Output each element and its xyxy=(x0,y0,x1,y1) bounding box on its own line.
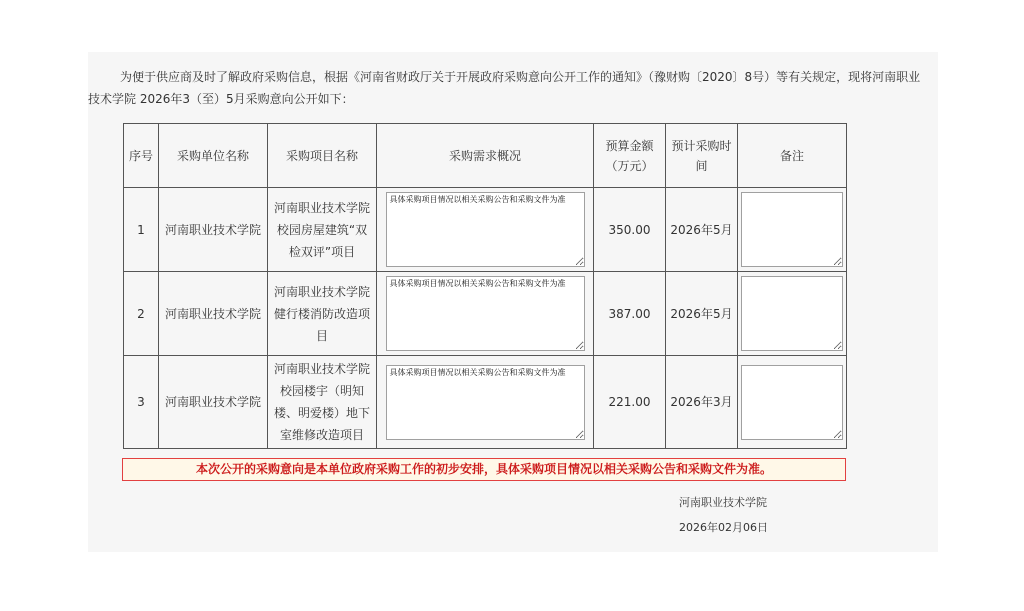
row-budget: 387.00 xyxy=(594,272,666,356)
need-textarea[interactable] xyxy=(386,365,585,440)
signature-date: 2026年02月06日 xyxy=(679,521,768,534)
row-time: 2026年5月 xyxy=(666,272,738,356)
row-unit: 河南职业技术学院 xyxy=(159,356,268,449)
row-time: 2026年5月 xyxy=(666,188,738,272)
procurement-table xyxy=(123,123,847,449)
header-unit: 采购单位名称 xyxy=(159,124,268,188)
row-remark-cell xyxy=(738,272,847,356)
remark-textarea[interactable] xyxy=(741,276,843,351)
header-no: 序号 xyxy=(124,124,159,188)
header-project: 采购项目名称 xyxy=(268,124,377,188)
need-textarea[interactable] xyxy=(386,276,585,351)
header-budget-line2: （万元） xyxy=(605,158,654,173)
row-no: 3 xyxy=(124,356,159,449)
row-budget: 350.00 xyxy=(594,188,666,272)
intro-paragraph: 为便于供应商及时了解政府采购信息，根据《河南省财政厅关于开展政府采购意向公开工作的通知》（豫财购〔2020〕8号）等有关规定，现将河南职业技术学院 2026年3（至）5月采购意向公开如下： xyxy=(88,70,921,106)
row-unit: 河南职业技术学院 xyxy=(159,188,268,272)
table-header-row xyxy=(124,124,847,188)
row-need-cell xyxy=(377,272,594,356)
table-row xyxy=(124,356,847,449)
remark-textarea[interactable] xyxy=(741,365,843,440)
remark-textarea[interactable] xyxy=(741,192,843,267)
row-no: 2 xyxy=(124,272,159,356)
need-textarea[interactable] xyxy=(386,192,585,267)
row-need-cell xyxy=(377,188,594,272)
row-remark-cell xyxy=(738,188,847,272)
notice-warning: 本次公开的采购意向是本单位政府采购工作的初步安排，具体采购项目情况以相关采购公告和采购文件为准。 xyxy=(122,458,846,481)
signature-org: 河南职业技术学院 xyxy=(679,496,767,509)
row-no: 1 xyxy=(124,188,159,272)
row-project: 河南职业技术学院校园房屋建筑“双检双评”项目 xyxy=(268,188,377,272)
table-row xyxy=(124,188,847,272)
header-time: 预计采购时间 xyxy=(666,124,738,188)
row-project: 河南职业技术学院健行楼消防改造项目 xyxy=(268,272,377,356)
row-need-cell xyxy=(377,356,594,449)
row-remark-cell xyxy=(738,356,847,449)
row-budget: 221.00 xyxy=(594,356,666,449)
row-time: 2026年3月 xyxy=(666,356,738,449)
header-budget xyxy=(594,124,666,188)
header-need: 采购需求概况 xyxy=(377,124,594,188)
header-budget-line1: 预算金额 xyxy=(605,138,654,153)
row-project: 河南职业技术学院校园楼宇（明知楼、明爱楼）地下室维修改造项目 xyxy=(268,356,377,449)
header-remark: 备注 xyxy=(738,124,847,188)
table-row xyxy=(124,272,847,356)
row-unit: 河南职业技术学院 xyxy=(159,272,268,356)
